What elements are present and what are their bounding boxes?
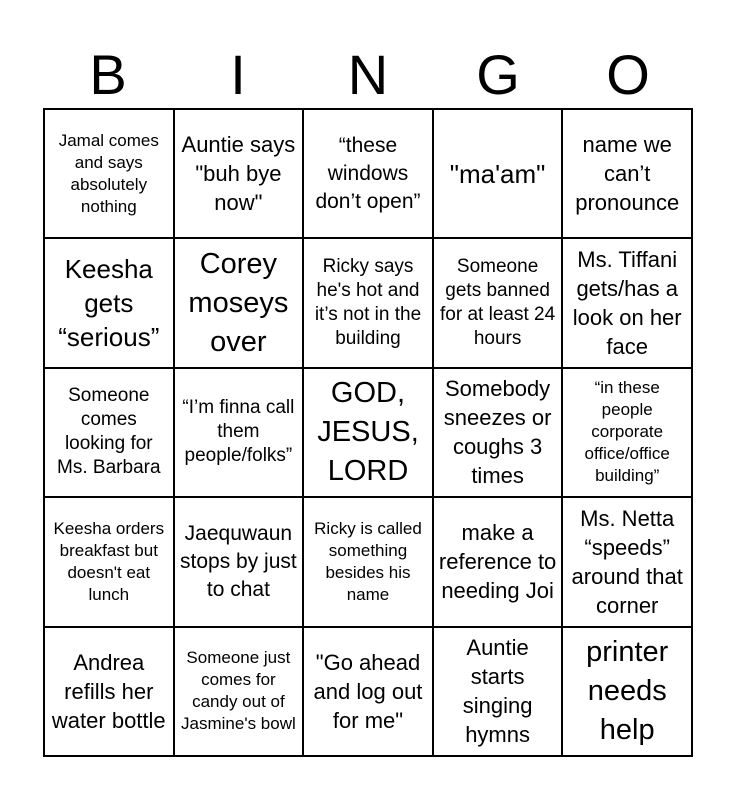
bingo-cell[interactable] — [562, 109, 692, 238]
bingo-cell[interactable] — [562, 238, 692, 367]
bingo-cell[interactable] — [174, 238, 304, 367]
cell-text: “in these people corporate office/office building” — [584, 378, 670, 486]
bingo-cell[interactable] — [433, 497, 563, 626]
cell-text: Someone comes looking for Ms. Barbara — [57, 385, 161, 479]
bingo-grid — [43, 108, 693, 757]
header-letter-n: N — [347, 43, 389, 106]
bingo-cell[interactable] — [44, 627, 174, 756]
cell-text: Ms. Tiffani gets/has a look on her face — [572, 247, 682, 360]
bingo-header — [43, 42, 693, 108]
cell-text: Auntie says "buh bye now" — [181, 132, 296, 216]
bingo-cell[interactable] — [303, 238, 433, 367]
bingo-cell free-space[interactable] — [303, 368, 433, 497]
bingo-cell[interactable] — [433, 238, 563, 367]
cell-text: make a reference to needing Joi — [438, 520, 557, 604]
cell-text: printer needs help — [586, 635, 669, 746]
cell-text: name we can’t pronounce — [575, 132, 680, 216]
bingo-cell[interactable] — [303, 109, 433, 238]
cell-text: "ma'am" — [449, 158, 546, 189]
bingo-cell[interactable] — [433, 627, 563, 756]
bingo-cell[interactable] — [433, 109, 563, 238]
bingo-cell[interactable] — [44, 368, 174, 497]
bingo-cell[interactable] — [303, 497, 433, 626]
cell-text: Corey moseys over — [188, 247, 289, 358]
bingo-cell[interactable] — [44, 238, 174, 367]
cell-text: “I’m finna call them people/folks” — [182, 397, 295, 467]
cell-text: "Go ahead and log out for me" — [313, 649, 423, 733]
cell-text: Keesha orders breakfast but doesn't eat lunch — [53, 518, 165, 604]
cell-text: Ricky says he's hot and it’s not in the building — [314, 256, 422, 350]
cell-text: Someone just comes for candy out of Jasmine's bowl — [181, 648, 296, 734]
header-letter-b: B — [89, 43, 127, 106]
header-letter-o: O — [606, 43, 650, 106]
bingo-cell[interactable] — [44, 497, 174, 626]
bingo-cell[interactable] — [562, 497, 692, 626]
cell-text: Someone gets banned for at least 24 hours — [440, 256, 556, 350]
cell-text: Jaequwaun stops by just to chat — [180, 521, 297, 601]
bingo-cell[interactable] — [44, 109, 174, 238]
bingo-cell[interactable] — [174, 627, 304, 756]
bingo-cell[interactable] — [174, 109, 304, 238]
cell-text: GOD, JESUS, LORD — [317, 376, 419, 487]
cell-text: Keesha gets “serious” — [58, 254, 160, 353]
bingo-cell[interactable] — [174, 368, 304, 497]
bingo-cell[interactable] — [562, 627, 692, 756]
bingo-cell[interactable] — [562, 368, 692, 497]
cell-text: Jamal comes and says absolutely nothing — [58, 130, 159, 216]
cell-text: Ricky is called something besides his name — [314, 518, 422, 604]
cell-text: Somebody sneezes or coughs 3 times — [443, 376, 552, 489]
cell-text: “these windows don’t open” — [315, 133, 421, 213]
bingo-cell[interactable] — [174, 497, 304, 626]
cell-text: Ms. Netta “speeds” around that corner — [571, 505, 683, 618]
header-letter-g: G — [476, 43, 520, 106]
bingo-cell[interactable] — [303, 627, 433, 756]
cell-text: Auntie starts singing hymns — [462, 635, 533, 748]
bingo-cell[interactable] — [433, 368, 563, 497]
cell-text: Andrea refills her water bottle — [51, 649, 166, 733]
header-letter-i: I — [230, 43, 246, 106]
